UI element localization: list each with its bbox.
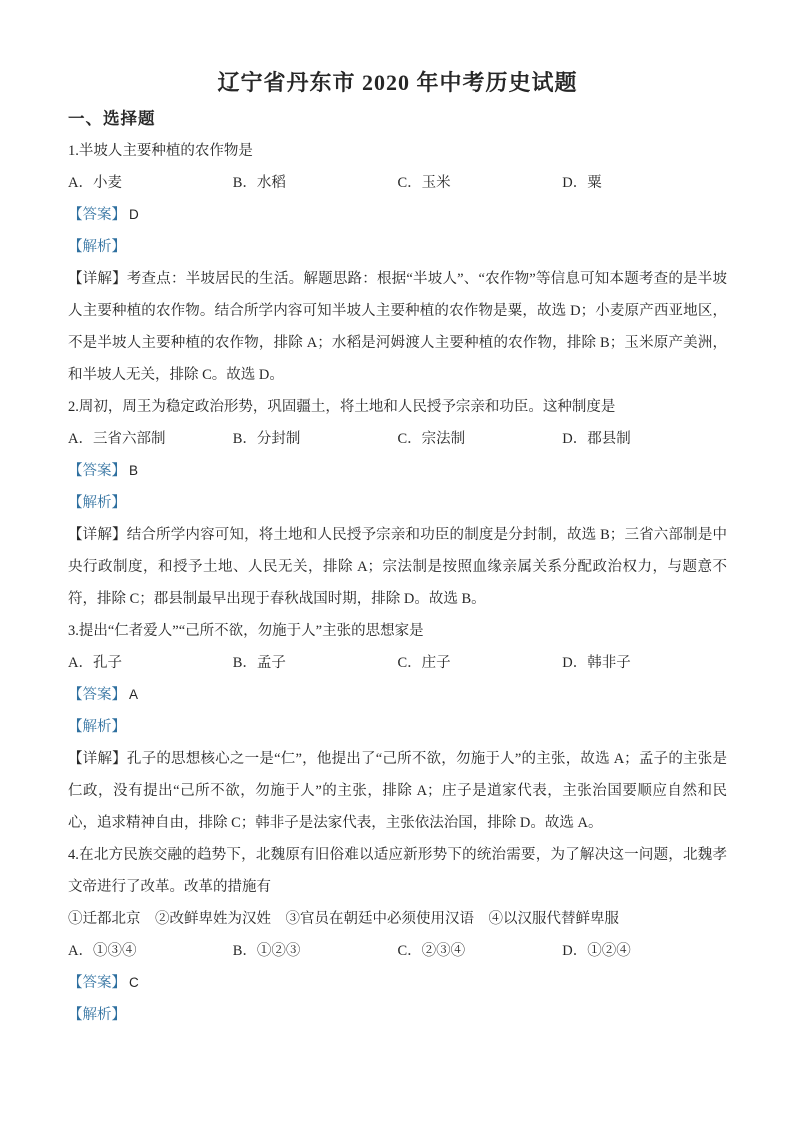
answer-label: 【答案】	[68, 463, 126, 479]
option-c: C．玉米	[397, 175, 451, 191]
option-d: D．①②④	[562, 943, 631, 959]
option-c: C．宗法制	[397, 431, 466, 447]
option-d: D．韩非子	[562, 655, 631, 671]
question-stem: 2.周初，周王为稳定政治形势，巩固疆土，将土地和人民授予宗亲和功臣。这种制度是	[68, 399, 616, 415]
option-b: B．①②③	[232, 943, 301, 959]
question-stem: 3.提出“仁者爱人”“己所不欲，勿施于人”主张的思想家是	[68, 623, 424, 639]
section-header: 一、选择题	[68, 109, 156, 128]
question-block-3	[68, 615, 727, 839]
options-row	[68, 167, 727, 199]
answer-label: 【答案】	[68, 687, 126, 703]
question-block-2	[68, 391, 727, 615]
option-d: D．粟	[562, 175, 602, 191]
analysis-label: 【解析】	[68, 1007, 126, 1023]
option-c: C．②③④	[397, 943, 466, 959]
options-row	[68, 935, 727, 967]
detail-paragraph: 【详解】孔子的思想核心之一是“仁”，他提出了“己所不欲，勿施于人”的主张，故选 A；孟子的主张是仁政，没有提出“己所不欲，勿施于人”的主张，排除 A；庄子是道家代表，主张治国要顺应自然和民心，追求精神自由，排除 C；韩非子是法家代表，主张依法治国，排除 D。故选 A。	[68, 751, 727, 831]
analysis-label: 【解析】	[68, 719, 126, 735]
option-a: A．孔子	[68, 655, 122, 671]
answer-line	[68, 455, 727, 487]
answer-value: A	[129, 687, 139, 702]
option-d: D．郡县制	[562, 431, 631, 447]
answer-value: D	[129, 207, 139, 222]
question-block-4	[68, 839, 727, 1031]
answer-line	[68, 679, 727, 711]
page-title: 辽宁省丹东市 2020 年中考历史试题	[217, 70, 578, 95]
answer-value: C	[129, 975, 139, 990]
analysis-label: 【解析】	[68, 495, 126, 511]
option-a: A．三省六部制	[68, 431, 166, 447]
answer-label: 【答案】	[68, 207, 126, 223]
option-c: C．庄子	[397, 655, 451, 671]
question-stem: 4.在北方民族交融的趋势下，北魏原有旧俗难以适应新形势下的统治需要，为了解决这一问题，北魏孝文帝进行了改革。改革的措施有	[68, 847, 727, 895]
question-stem: 1.半坡人主要种植的农作物是	[68, 143, 253, 159]
option-b: B．分封制	[232, 431, 301, 447]
answer-label: 【答案】	[68, 975, 126, 991]
answer-value: B	[129, 463, 139, 478]
options-row	[68, 423, 727, 455]
option-a: A．小麦	[68, 175, 122, 191]
options-row	[68, 647, 727, 679]
answer-line	[68, 199, 727, 231]
answer-line	[68, 967, 727, 999]
numbered-items-line: ①迁都北京 ②改鲜卑姓为汉姓 ③官员在朝廷中必须使用汉语 ④以汉服代替鲜卑服	[68, 911, 619, 927]
option-b: B．水稻	[232, 175, 286, 191]
detail-paragraph: 【详解】结合所学内容可知，将土地和人民授予宗亲和功臣的制度是分封制，故选 B；三省六部制是中央行政制度，和授予土地、人民无关，排除 A；宗法制是按照血缘亲属关系分配政治权力，与题意不符，排除 C；郡县制最早出现于春秋战国时期，排除 D。故选 B。	[68, 527, 727, 607]
option-a: A．①③④	[68, 943, 137, 959]
detail-paragraph: 【详解】考查点：半坡居民的生活。解题思路：根据“半坡人”、“农作物”等信息可知本题考查的是半坡人主要种植的农作物。结合所学内容可知半坡人主要种植的农作物是粟，故选 D；小麦原产西亚地区，不是半坡人主要种植的农作物，排除 A；水稻是河姆渡人主要种植的农作物，排除 B；玉米原产美洲，和半坡人无关，排除 C。故选 D。	[68, 271, 727, 383]
option-b: B．孟子	[232, 655, 286, 671]
question-block-1	[68, 135, 727, 391]
analysis-label: 【解析】	[68, 239, 126, 255]
